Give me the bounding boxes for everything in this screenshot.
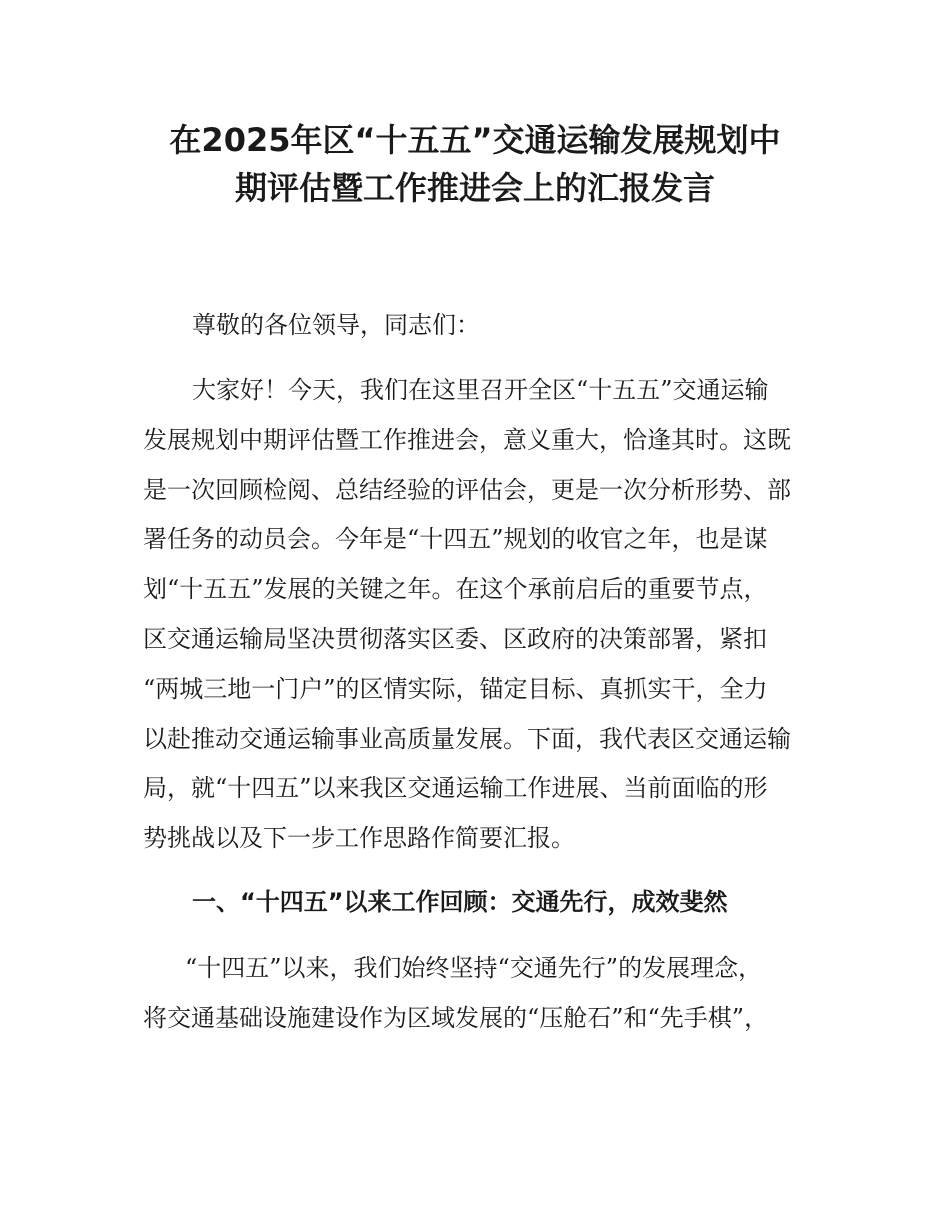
section-1-heading: 一、“十四五”以来工作回顾：交通先行，成效斐然 bbox=[192, 888, 728, 916]
intro-line-4: 署任务的动员会。今年是“十四五”规划的收官之年，也是谋 bbox=[143, 525, 768, 553]
intro-line-8: 以赴推动交通运输事业高质量发展。下面，我代表区交通运输 bbox=[143, 725, 791, 753]
intro-line-1: 大家好！今天，我们在这里召开全区“十五五”交通运输 bbox=[192, 376, 769, 404]
document-title-line-1: 在2025年区“十五五”交通运输发展规划中 bbox=[169, 121, 781, 159]
intro-line-5: 划“十五五”发展的关键之年。在这个承前启后的重要节点， bbox=[143, 575, 768, 603]
section-1-line-1: “十四五”以来，我们始终坚持“交通先行”的发展理念， bbox=[185, 954, 763, 982]
intro-line-3: 是一次回顾检阅、总结经验的评估会，更是一次分析形势、部 bbox=[143, 476, 791, 504]
document-title-line-2: 期评估暨工作推进会上的汇报发言 bbox=[234, 169, 715, 207]
intro-line-2: 发展规划中期评估暨工作推进会，意义重大，恰逢其时。这既 bbox=[143, 426, 791, 454]
intro-line-7: “两城三地一门户”的区情实际，锚定目标、真抓实干，全力 bbox=[143, 675, 768, 703]
intro-line-10: 势挑战以及下一步工作思路作简要汇报。 bbox=[143, 824, 575, 852]
intro-line-6: 区交通运输局坚决贯彻落实区委、区政府的决策部署，紧扣 bbox=[143, 625, 767, 653]
salutation: 尊敬的各位领导，同志们： bbox=[192, 311, 480, 339]
intro-line-9: 局，就“十四五”以来我区交通运输工作进展、当前面临的形 bbox=[143, 774, 768, 802]
section-1-line-2: 将交通基础设施建设作为区域发展的“压舱石”和“先手棋”， bbox=[143, 1004, 769, 1032]
